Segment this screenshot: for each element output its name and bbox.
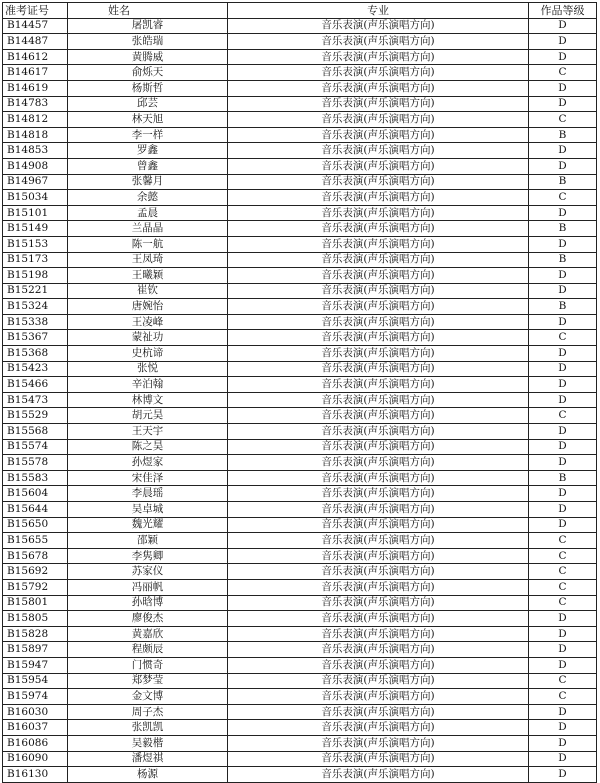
major-cell: 音乐表演(声乐演唱方向) bbox=[228, 470, 529, 486]
table-row bbox=[3, 689, 597, 705]
grade-cell: C bbox=[529, 689, 597, 705]
exam-id-cell: B15101 bbox=[3, 205, 68, 221]
student-name-cell: 曾鑫 bbox=[68, 158, 228, 174]
student-name-cell: 蒙祉功 bbox=[68, 330, 228, 346]
grade-cell: D bbox=[529, 611, 597, 627]
student-name-cell: 王凤琦 bbox=[68, 252, 228, 268]
table-row bbox=[3, 439, 597, 455]
score-table bbox=[2, 2, 597, 783]
major-cell: 音乐表演(声乐演唱方向) bbox=[228, 65, 529, 81]
student-name-cell: 兰晶晶 bbox=[68, 221, 228, 237]
student-name-cell: 程颇辰 bbox=[68, 642, 228, 658]
exam-id-cell: B14612 bbox=[3, 49, 68, 65]
grade-cell: D bbox=[529, 439, 597, 455]
student-name-cell: 杨斯哲 bbox=[68, 80, 228, 96]
major-cell: 音乐表演(声乐演唱方向) bbox=[228, 221, 529, 237]
table-row bbox=[3, 221, 597, 237]
grade-cell: D bbox=[529, 502, 597, 518]
exam-id-cell: B15529 bbox=[3, 408, 68, 424]
exam-id-cell: B15947 bbox=[3, 657, 68, 673]
major-cell: 音乐表演(声乐演唱方向) bbox=[228, 18, 529, 34]
exam-id-cell: B14783 bbox=[3, 96, 68, 112]
exam-id-cell: B16130 bbox=[3, 767, 68, 783]
student-name-cell: 孟晨 bbox=[68, 205, 228, 221]
grade-cell: B bbox=[529, 127, 597, 143]
exam-id-cell: B15153 bbox=[3, 236, 68, 252]
grade-cell: D bbox=[529, 657, 597, 673]
student-name-cell: 吴毅楷 bbox=[68, 735, 228, 751]
table-row bbox=[3, 377, 597, 393]
grade-cell: C bbox=[529, 595, 597, 611]
major-cell: 音乐表演(声乐演唱方向) bbox=[228, 314, 529, 330]
table-row bbox=[3, 205, 597, 221]
major-cell: 音乐表演(声乐演唱方向) bbox=[228, 751, 529, 767]
grade-cell: C bbox=[529, 190, 597, 206]
grade-cell: D bbox=[529, 361, 597, 377]
major-cell: 音乐表演(声乐演唱方向) bbox=[228, 361, 529, 377]
grade-cell: C bbox=[529, 548, 597, 564]
major-cell: 音乐表演(声乐演唱方向) bbox=[228, 767, 529, 783]
grade-cell: C bbox=[529, 564, 597, 580]
exam-id-cell: B15473 bbox=[3, 392, 68, 408]
major-cell: 音乐表演(声乐演唱方向) bbox=[228, 502, 529, 518]
table-row bbox=[3, 673, 597, 689]
student-name-cell: 潘煜祺 bbox=[68, 751, 228, 767]
exam-id-cell: B14457 bbox=[3, 18, 68, 34]
table-row bbox=[3, 80, 597, 96]
major-cell: 音乐表演(声乐演唱方向) bbox=[228, 735, 529, 751]
student-name-cell: 张凯凯 bbox=[68, 720, 228, 736]
grade-cell: B bbox=[529, 470, 597, 486]
major-cell: 音乐表演(声乐演唱方向) bbox=[228, 657, 529, 673]
exam-id-cell: B14812 bbox=[3, 112, 68, 128]
major-cell: 音乐表演(声乐演唱方向) bbox=[228, 408, 529, 424]
grade-cell: D bbox=[529, 236, 597, 252]
table-row bbox=[3, 657, 597, 673]
exam-id-cell: B15801 bbox=[3, 595, 68, 611]
exam-id-cell: B15650 bbox=[3, 517, 68, 533]
grade-cell: D bbox=[529, 424, 597, 440]
exam-id-cell: B16090 bbox=[3, 751, 68, 767]
exam-id-cell: B14617 bbox=[3, 65, 68, 81]
student-name-cell: 王天宇 bbox=[68, 424, 228, 440]
table-row bbox=[3, 314, 597, 330]
grade-cell: D bbox=[529, 49, 597, 65]
student-name-cell: 俞烁天 bbox=[68, 65, 228, 81]
exam-id-cell: B15655 bbox=[3, 533, 68, 549]
grade-cell: B bbox=[529, 299, 597, 315]
student-name-cell: 李隽卿 bbox=[68, 548, 228, 564]
major-cell: 音乐表演(声乐演唱方向) bbox=[228, 564, 529, 580]
grade-cell: B bbox=[529, 174, 597, 190]
table-row bbox=[3, 517, 597, 533]
student-name-cell: 王凌峰 bbox=[68, 314, 228, 330]
grade-cell: C bbox=[529, 65, 597, 81]
exam-id-cell: B15568 bbox=[3, 424, 68, 440]
grade-cell: C bbox=[529, 673, 597, 689]
header-major: 专业 bbox=[228, 3, 529, 19]
grade-cell: D bbox=[529, 18, 597, 34]
major-cell: 音乐表演(声乐演唱方向) bbox=[228, 673, 529, 689]
table-row bbox=[3, 642, 597, 658]
grade-cell: D bbox=[529, 392, 597, 408]
major-cell: 音乐表演(声乐演唱方向) bbox=[228, 595, 529, 611]
student-name-cell: 苏家仪 bbox=[68, 564, 228, 580]
table-row bbox=[3, 65, 597, 81]
table-row bbox=[3, 564, 597, 580]
major-cell: 音乐表演(声乐演唱方向) bbox=[228, 205, 529, 221]
student-name-cell: 张悦 bbox=[68, 361, 228, 377]
grade-cell: B bbox=[529, 252, 597, 268]
exam-id-cell: B15644 bbox=[3, 502, 68, 518]
table-row bbox=[3, 392, 597, 408]
student-name-cell: 史杭谛 bbox=[68, 346, 228, 362]
student-name-cell: 余懿 bbox=[68, 190, 228, 206]
grade-cell: C bbox=[529, 408, 597, 424]
table-row bbox=[3, 533, 597, 549]
exam-id-cell: B16086 bbox=[3, 735, 68, 751]
table-row bbox=[3, 611, 597, 627]
grade-cell: D bbox=[529, 455, 597, 471]
table-row bbox=[3, 283, 597, 299]
table-row bbox=[3, 190, 597, 206]
exam-id-cell: B15368 bbox=[3, 346, 68, 362]
grade-cell: D bbox=[529, 704, 597, 720]
major-cell: 音乐表演(声乐演唱方向) bbox=[228, 127, 529, 143]
table-row bbox=[3, 486, 597, 502]
exam-id-cell: B15221 bbox=[3, 283, 68, 299]
grade-cell: D bbox=[529, 34, 597, 50]
grade-cell: D bbox=[529, 486, 597, 502]
student-name-cell: 唐婉怡 bbox=[68, 299, 228, 315]
exam-id-cell: B15828 bbox=[3, 626, 68, 642]
major-cell: 音乐表演(声乐演唱方向) bbox=[228, 689, 529, 705]
major-cell: 音乐表演(声乐演唱方向) bbox=[228, 486, 529, 502]
table-row bbox=[3, 751, 597, 767]
exam-id-cell: B15149 bbox=[3, 221, 68, 237]
major-cell: 音乐表演(声乐演唱方向) bbox=[228, 439, 529, 455]
exam-id-cell: B15338 bbox=[3, 314, 68, 330]
student-name-cell: 门惯奇 bbox=[68, 657, 228, 673]
student-name-cell: 孙晗博 bbox=[68, 595, 228, 611]
exam-id-cell: B14853 bbox=[3, 143, 68, 159]
student-name-cell: 林天旭 bbox=[68, 112, 228, 128]
table-row bbox=[3, 424, 597, 440]
major-cell: 音乐表演(声乐演唱方向) bbox=[228, 49, 529, 65]
student-name-cell: 罗鑫 bbox=[68, 143, 228, 159]
grade-cell: D bbox=[529, 720, 597, 736]
student-name-cell: 孙煜家 bbox=[68, 455, 228, 471]
exam-id-cell: B14908 bbox=[3, 158, 68, 174]
student-name-cell: 张馨月 bbox=[68, 174, 228, 190]
student-name-cell: 辛泊翰 bbox=[68, 377, 228, 393]
exam-id-cell: B14818 bbox=[3, 127, 68, 143]
major-cell: 音乐表演(声乐演唱方向) bbox=[228, 455, 529, 471]
major-cell: 音乐表演(声乐演唱方向) bbox=[228, 252, 529, 268]
major-cell: 音乐表演(声乐演唱方向) bbox=[228, 96, 529, 112]
grade-cell: D bbox=[529, 96, 597, 112]
major-cell: 音乐表演(声乐演唱方向) bbox=[228, 642, 529, 658]
table-row bbox=[3, 252, 597, 268]
major-cell: 音乐表演(声乐演唱方向) bbox=[228, 611, 529, 627]
student-name-cell: 宋佳泽 bbox=[68, 470, 228, 486]
table-row bbox=[3, 236, 597, 252]
major-cell: 音乐表演(声乐演唱方向) bbox=[228, 299, 529, 315]
student-name-cell: 陈之昊 bbox=[68, 439, 228, 455]
student-name-cell: 魏光耀 bbox=[68, 517, 228, 533]
exam-id-cell: B15692 bbox=[3, 564, 68, 580]
student-name-cell: 张皓瑞 bbox=[68, 34, 228, 50]
grade-cell: D bbox=[529, 268, 597, 284]
exam-id-cell: B15678 bbox=[3, 548, 68, 564]
table-row bbox=[3, 626, 597, 642]
table-row bbox=[3, 96, 597, 112]
major-cell: 音乐表演(声乐演唱方向) bbox=[228, 174, 529, 190]
grade-cell: D bbox=[529, 158, 597, 174]
major-cell: 音乐表演(声乐演唱方向) bbox=[228, 548, 529, 564]
grade-cell: D bbox=[529, 143, 597, 159]
major-cell: 音乐表演(声乐演唱方向) bbox=[228, 158, 529, 174]
exam-id-cell: B15173 bbox=[3, 252, 68, 268]
exam-id-cell: B15198 bbox=[3, 268, 68, 284]
exam-id-cell: B14967 bbox=[3, 174, 68, 190]
table-row bbox=[3, 408, 597, 424]
table-row bbox=[3, 548, 597, 564]
grade-cell: D bbox=[529, 314, 597, 330]
grade-cell: C bbox=[529, 330, 597, 346]
major-cell: 音乐表演(声乐演唱方向) bbox=[228, 533, 529, 549]
table-row bbox=[3, 127, 597, 143]
grade-cell: D bbox=[529, 642, 597, 658]
student-name-cell: 周子杰 bbox=[68, 704, 228, 720]
major-cell: 音乐表演(声乐演唱方向) bbox=[228, 626, 529, 642]
table-row bbox=[3, 299, 597, 315]
student-name-cell: 崔钦 bbox=[68, 283, 228, 299]
table-row bbox=[3, 143, 597, 159]
table-row bbox=[3, 455, 597, 471]
exam-id-cell: B15954 bbox=[3, 673, 68, 689]
table-row bbox=[3, 470, 597, 486]
student-name-cell: 黄嘉欣 bbox=[68, 626, 228, 642]
header-row bbox=[3, 3, 597, 19]
grade-cell: D bbox=[529, 767, 597, 783]
student-name-cell: 廖俊杰 bbox=[68, 611, 228, 627]
table-row bbox=[3, 502, 597, 518]
grade-cell: C bbox=[529, 579, 597, 595]
grade-cell: D bbox=[529, 346, 597, 362]
table-row bbox=[3, 330, 597, 346]
exam-id-cell: B15367 bbox=[3, 330, 68, 346]
major-cell: 音乐表演(声乐演唱方向) bbox=[228, 80, 529, 96]
student-name-cell: 胡元昊 bbox=[68, 408, 228, 424]
header-grade: 作品等级 bbox=[529, 3, 597, 19]
exam-id-cell: B15583 bbox=[3, 470, 68, 486]
major-cell: 音乐表演(声乐演唱方向) bbox=[228, 190, 529, 206]
grade-cell: D bbox=[529, 626, 597, 642]
student-name-cell: 王曦颖 bbox=[68, 268, 228, 284]
exam-id-cell: B15324 bbox=[3, 299, 68, 315]
table-row bbox=[3, 112, 597, 128]
student-name-cell: 金文博 bbox=[68, 689, 228, 705]
exam-id-cell: B15792 bbox=[3, 579, 68, 595]
major-cell: 音乐表演(声乐演唱方向) bbox=[228, 424, 529, 440]
table-row bbox=[3, 579, 597, 595]
header-name: 姓名 bbox=[68, 3, 228, 19]
exam-id-cell: B15034 bbox=[3, 190, 68, 206]
major-cell: 音乐表演(声乐演唱方向) bbox=[228, 143, 529, 159]
grade-cell: B bbox=[529, 221, 597, 237]
grade-cell: D bbox=[529, 80, 597, 96]
table-row bbox=[3, 49, 597, 65]
student-name-cell: 邱芸 bbox=[68, 96, 228, 112]
grade-cell: C bbox=[529, 112, 597, 128]
exam-id-cell: B16037 bbox=[3, 720, 68, 736]
major-cell: 音乐表演(声乐演唱方向) bbox=[228, 112, 529, 128]
header-exam-id: 准考证号 bbox=[3, 3, 68, 19]
exam-id-cell: B15974 bbox=[3, 689, 68, 705]
major-cell: 音乐表演(声乐演唱方向) bbox=[228, 720, 529, 736]
exam-id-cell: B15466 bbox=[3, 377, 68, 393]
table-row bbox=[3, 361, 597, 377]
student-name-cell: 陈一航 bbox=[68, 236, 228, 252]
major-cell: 音乐表演(声乐演唱方向) bbox=[228, 330, 529, 346]
student-name-cell: 杨源 bbox=[68, 767, 228, 783]
grade-cell: D bbox=[529, 377, 597, 393]
student-name-cell: 郑梦莹 bbox=[68, 673, 228, 689]
grade-cell: D bbox=[529, 517, 597, 533]
grade-cell: C bbox=[529, 533, 597, 549]
student-name-cell: 黄腾威 bbox=[68, 49, 228, 65]
major-cell: 音乐表演(声乐演唱方向) bbox=[228, 268, 529, 284]
major-cell: 音乐表演(声乐演唱方向) bbox=[228, 392, 529, 408]
table-row bbox=[3, 174, 597, 190]
student-name-cell: 邵颖 bbox=[68, 533, 228, 549]
table-row bbox=[3, 720, 597, 736]
exam-id-cell: B16030 bbox=[3, 704, 68, 720]
major-cell: 音乐表演(声乐演唱方向) bbox=[228, 283, 529, 299]
major-cell: 音乐表演(声乐演唱方向) bbox=[228, 517, 529, 533]
exam-id-cell: B14487 bbox=[3, 34, 68, 50]
table-row bbox=[3, 158, 597, 174]
table-row bbox=[3, 595, 597, 611]
student-name-cell: 林博文 bbox=[68, 392, 228, 408]
table-row bbox=[3, 34, 597, 50]
student-name-cell: 冯丽帆 bbox=[68, 579, 228, 595]
student-name-cell: 屠凯睿 bbox=[68, 18, 228, 34]
grade-cell: D bbox=[529, 205, 597, 221]
exam-id-cell: B15805 bbox=[3, 611, 68, 627]
table-row bbox=[3, 346, 597, 362]
table-row bbox=[3, 767, 597, 783]
exam-id-cell: B15423 bbox=[3, 361, 68, 377]
table-row bbox=[3, 18, 597, 34]
table-body bbox=[3, 18, 597, 782]
student-name-cell: 李一样 bbox=[68, 127, 228, 143]
exam-id-cell: B14619 bbox=[3, 80, 68, 96]
exam-id-cell: B15897 bbox=[3, 642, 68, 658]
major-cell: 音乐表演(声乐演唱方向) bbox=[228, 346, 529, 362]
table-row bbox=[3, 268, 597, 284]
major-cell: 音乐表演(声乐演唱方向) bbox=[228, 579, 529, 595]
major-cell: 音乐表演(声乐演唱方向) bbox=[228, 236, 529, 252]
grade-cell: D bbox=[529, 283, 597, 299]
student-name-cell: 吴卓城 bbox=[68, 502, 228, 518]
major-cell: 音乐表演(声乐演唱方向) bbox=[228, 34, 529, 50]
grade-cell: D bbox=[529, 735, 597, 751]
exam-id-cell: B15578 bbox=[3, 455, 68, 471]
grade-cell: D bbox=[529, 751, 597, 767]
table-row bbox=[3, 735, 597, 751]
major-cell: 音乐表演(声乐演唱方向) bbox=[228, 704, 529, 720]
student-name-cell: 李晨瑶 bbox=[68, 486, 228, 502]
table-row bbox=[3, 704, 597, 720]
exam-id-cell: B15574 bbox=[3, 439, 68, 455]
major-cell: 音乐表演(声乐演唱方向) bbox=[228, 377, 529, 393]
exam-id-cell: B15604 bbox=[3, 486, 68, 502]
